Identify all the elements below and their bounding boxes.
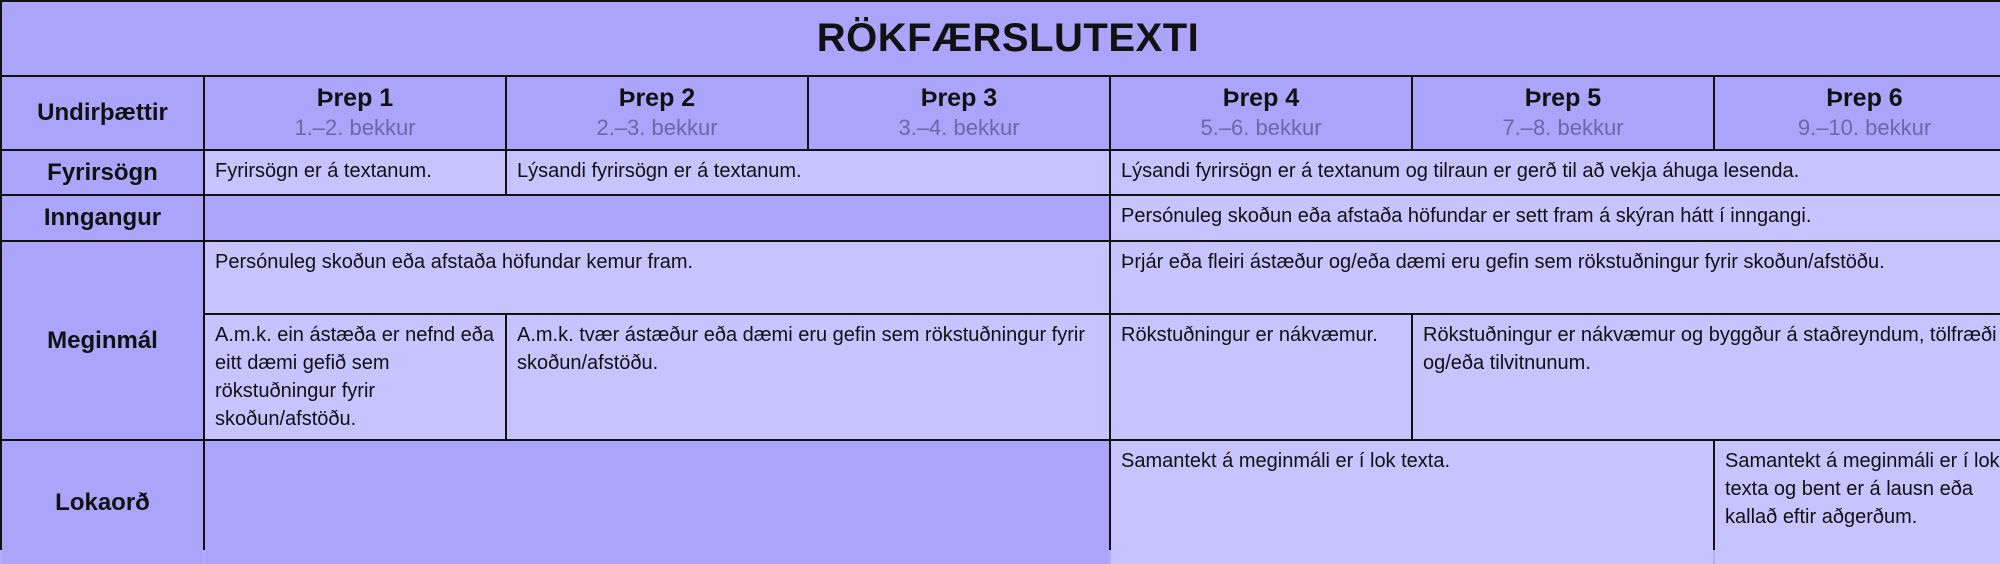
fyrirsogn-stage-4-6: Lýsandi fyrirsögn er á textanum og tilraun er gerð til að vekja áhuga lesenda. [1111,151,2000,194]
meginmal-detail-stage-2-3: A.m.k. tvær ástæður eða dæmi eru gefin sem rökstuðningur fyrir skoðun/afstöðu. [507,315,1109,439]
stage-grade: 2.–3. bekkur [596,115,718,140]
fyrirsogn-stage-1: Fyrirsögn er á textanum. [205,151,505,194]
row-label-fyrirsogn: Fyrirsögn [2,151,203,194]
meginmal-detail-stage-5-6: Rökstuðningur er nákvæmur og byggður á staðreyndum, tölfræði og/eða tilvitnunum. [1413,315,2000,439]
stage-2-header [507,77,807,149]
page-title: RÖKFÆRSLUTEXTI [2,2,2000,75]
meginmal-stage-1-3: Persónuleg skoðun eða afstaða höfundar kemur fram. [205,242,1109,313]
meginmal-detail-stage-4: Rökstuðningur er nákvæmur. [1111,315,1411,439]
row-label-inngangur: Inngangur [2,196,203,240]
stage-1-header [205,77,505,149]
lokaord-stage-4-5: Samantekt á meginmáli er í lok texta. [1111,441,1713,564]
stage-name: Þrep 1 [316,84,394,112]
meginmal-detail-stage-1: A.m.k. ein ástæða er nefnd eða eitt dæmi gefið sem rökstuðningur fyrir skoðun/afstöðu. [205,315,505,439]
header-label: Undirþættir [2,77,203,149]
stage-grade: 7.–8. bekkur [1502,115,1624,140]
inngangur-stage-4-6: Persónuleg skoðun eða afstaða höfundar er sett fram á skýran hátt í inngangi. [1111,196,2000,240]
stage-5-header [1413,77,1713,149]
row-label-lokaord: Lokaorð [2,441,203,564]
stage-3-header [809,77,1109,149]
row-label-meginmal: Meginmál [2,242,203,439]
stage-4-header [1111,77,1411,149]
inngangur-empty-cell [205,196,1109,240]
meginmal-stage-4-6: Þrjár eða fleiri ástæður og/eða dæmi eru gefin sem rökstuðningur fyrir skoðun/afstöðu. [1111,242,2000,313]
stage-grade: 5.–6. bekkur [1200,115,1322,140]
stage-grade: 9.–10. bekkur [1797,115,1932,140]
fyrirsogn-stage-2-3: Lýsandi fyrirsögn er á textanum. [507,151,1109,194]
stage-6-header [1715,77,2000,149]
stage-name: Þrep 2 [618,84,696,112]
lokaord-empty-cell [205,441,1109,564]
stage-name: Þrep 5 [1524,84,1602,112]
stage-name: Þrep 4 [1222,84,1300,112]
stage-grade: 3.–4. bekkur [898,115,1020,140]
lokaord-stage-6: Samantekt á meginmáli er í lok texta og bent er á lausn eða kallað eftir aðgerðum. [1715,441,2000,564]
stage-name: Þrep 6 [1826,84,1903,112]
stage-name: Þrep 3 [920,84,998,112]
stage-grade: 1.–2. bekkur [294,115,416,140]
